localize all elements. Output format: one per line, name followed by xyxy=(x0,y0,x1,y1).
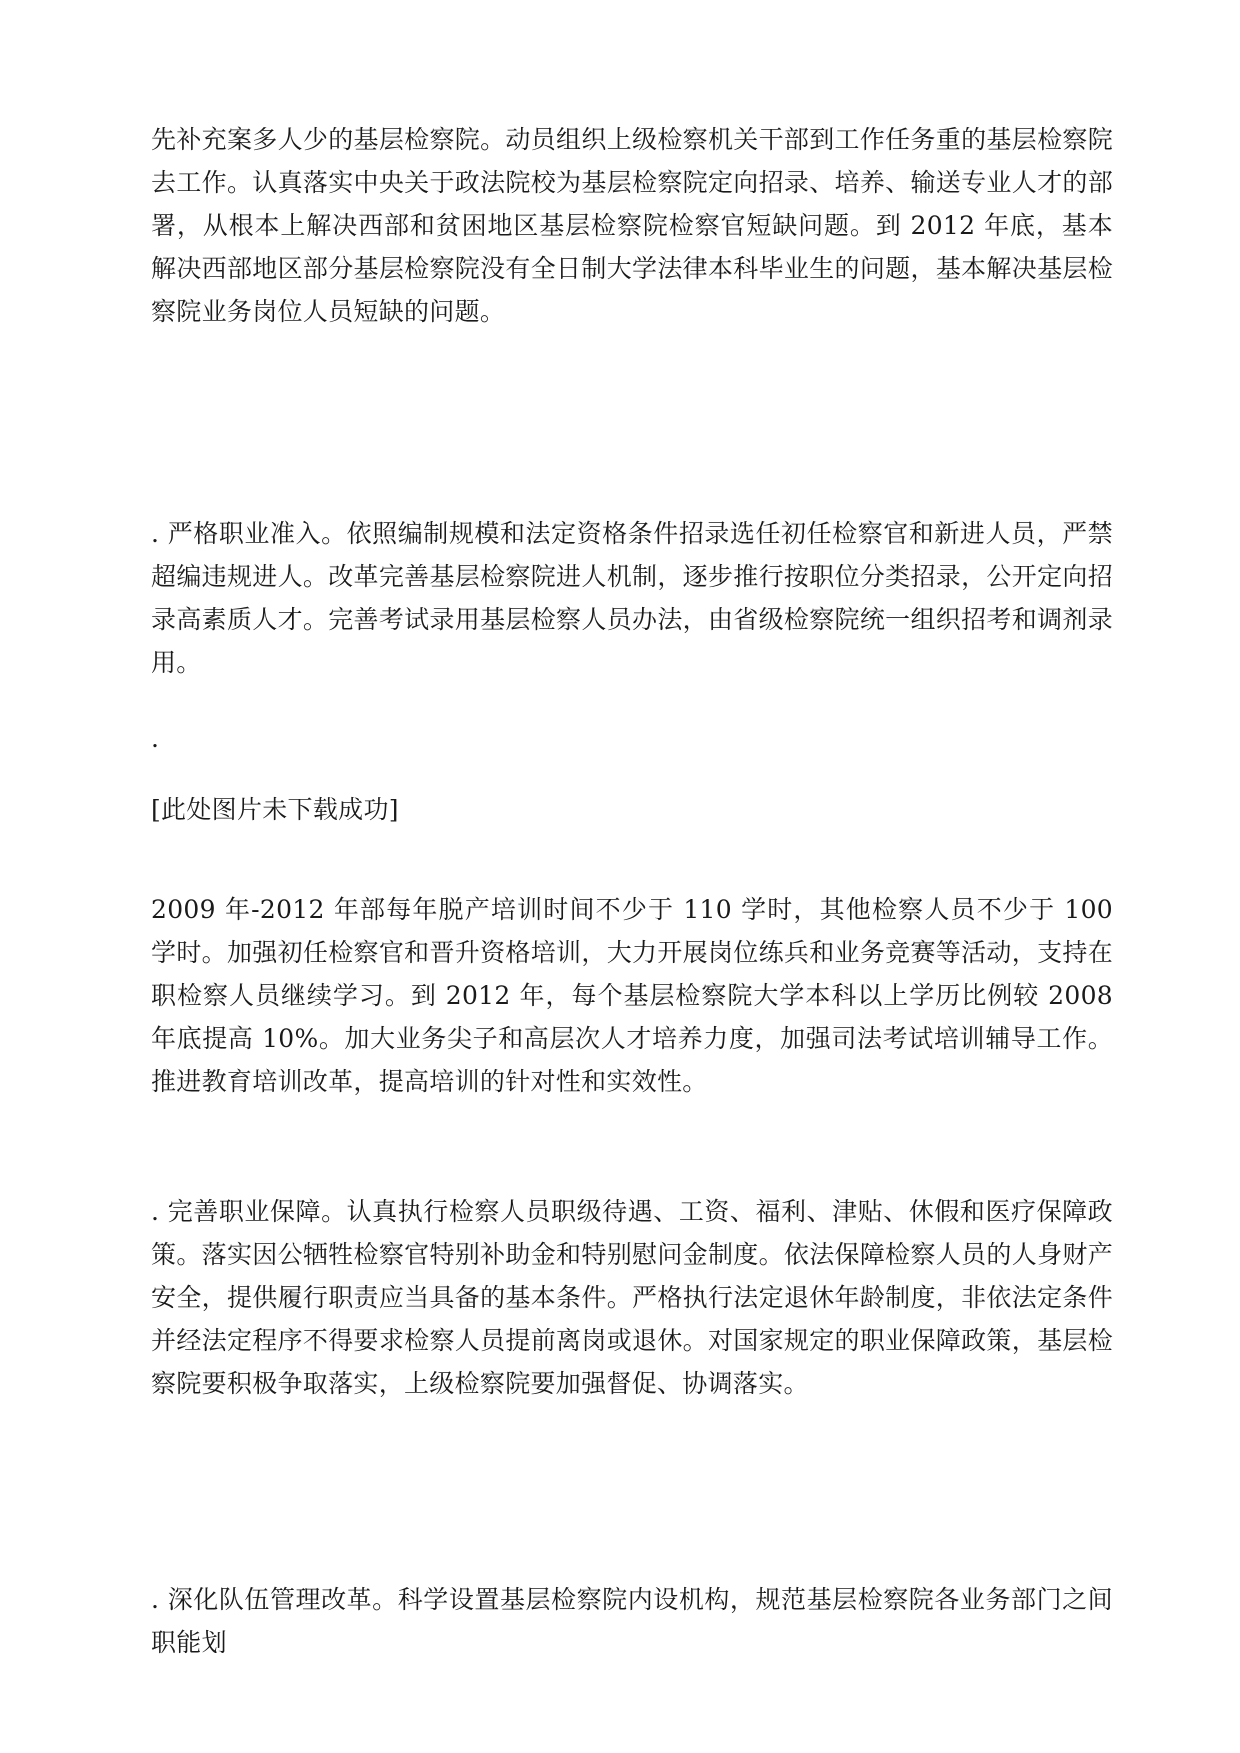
paragraph-5: 2009 年-2012 年部每年脱产培训时间不少于 110 学时，其他检察人员不少于 100 学时。加强初任检察官和晋升资格培训，大力开展岗位练兵和业务竞赛等活动，支持在职检察人员继续学习。到 2012 年，每个基层检察院大学本科以上学历比例较 2008 年底提高 10%。加大业务尖子和高层次人才培养力度，加强司法考试培训辅导工作。推进教育培训改革，提高培训的针对性和实效性。 xyxy=(151,895,1113,1096)
paragraph-7: . 深化队伍管理改革。科学设置基层检察院内设机构，规范基层检察院各业务部门之间职能划 xyxy=(151,1585,1113,1657)
image-placeholder-text: [此处图片未下载成功] xyxy=(151,795,399,824)
paragraph-6: . 完善职业保障。认真执行检察人员职级待遇、工资、福利、津贴、休假和医疗保障政策。落实因公牺牲检察官特别补助金和特别慰问金制度。依法保障检察人员的人身财产安全，提供履行职责应当具备的基本条件。严格执行法定退休年龄制度，非依法定条件并经法定程序不得要求检察人员提前离岗或退休。对国家规定的职业保障政策，基层检察院要积极争取落实，上级检察院要加强督促、协调落实。 xyxy=(151,1197,1113,1398)
paragraph-2: . 严格职业准入。依照编制规模和法定资格条件招录选任初任检察官和新进人员，严禁超编违规进人。改革完善基层检察院进人机制，逐步推行按职位分类招录，公开定向招录高素质人才。完善考试录用基层检察人员办法，由省级检察院统一组织招考和调剂录用。 xyxy=(151,519,1113,677)
paragraph-1: 先补充案多人少的基层检察院。动员组织上级检察机关干部到工作任务重的基层检察院去工作。认真落实中央关于政法院校为基层检察院定向招录、培养、输送专业人才的部署，从根本上解决西部和贫困地区基层检察院检察官短缺问题。到 2012 年底，基本解决西部地区部分基层检察院没有全日制大学法律本科毕业生的问题，基本解决基层检察院业务岗位人员短缺的问题。 xyxy=(151,125,1113,326)
paragraph-3: . xyxy=(151,724,160,753)
